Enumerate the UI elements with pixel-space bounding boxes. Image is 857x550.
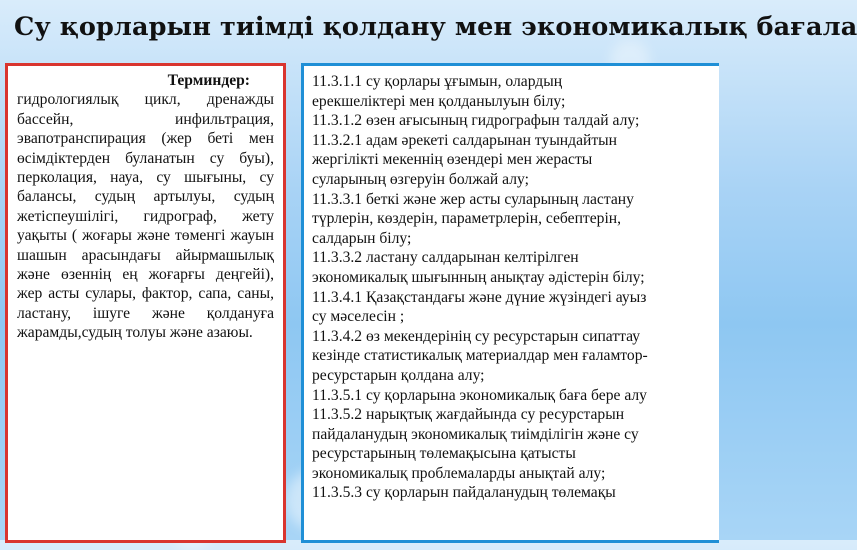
objective-line: 11.3.1.2 өзен ағысының гидрографын талдай алу; (312, 112, 640, 130)
objective-line: кезінде статистикалық материалдар мен ғаламтор- (312, 347, 648, 365)
terms-box (5, 63, 286, 543)
objective-line: экономикалық шығынның анықтау әдістерін білу; (312, 268, 645, 286)
objective-line: 11.3.5.3 су қорларын пайдаланудың төлемақы (312, 484, 616, 502)
objective-line: суларының өзгеруін болжай алу; (312, 170, 529, 188)
terms-text: гидрологиялық цикл, дренажды бассейн, инфильтрация, эвапотранспирация (жер беті мен өсімдіктерден буланатын су буы), перколация, науа, су шығыны, су балансы, судың артылуы, судың жетіспеушілігі, гидрограф, жету уақыты ( жоғары және төменгі жауын шашын арасындағы айырмашылық және өзеннің ең жоғарғы деңгейі), жер асты сулары, фактор, сапа, саны, ластану, ішуге және қолдануға жарамды,судың толуы және азаюы. (17, 91, 274, 342)
objective-line: 11.3.3.1 беткі және жер асты суларының ластану (312, 190, 634, 208)
objective-line: ресурстарының төлемақысына қатысты (312, 445, 576, 463)
objective-line: пайдаланудың экономикалық тиімділігін және су (312, 425, 639, 443)
objective-line: ерекшеліктері мен қолданылуын білу; (312, 92, 566, 110)
objective-line: экономикалық проблемаларды анықтай алу; (312, 464, 606, 482)
objective-line: ресурстарын қолдана алу; (312, 366, 485, 384)
objective-line: 11.3.4.2 өз мекендерінің су ресурстарын сипаттау (312, 327, 641, 345)
objectives-list (312, 72, 713, 503)
objective-line: 11.3.4.1 Қазақстандағы және дүние жүзіндегі ауыз (312, 288, 647, 306)
objective-line: 11.3.5.2 нарықтық жағдайында су ресурстарын (312, 406, 625, 424)
objective-line: 11.3.2.1 адам әрекеті салдарынан туындайтын (312, 131, 617, 149)
objective-line: 11.3.5.1 су қорларына экономикалық баға бере алу (312, 386, 647, 404)
objective-line: жергілікті мекеннің өзендері мен жерасты (312, 151, 593, 169)
slide-title: Су қорларын тиімді қолдану мен экономикалық бағала (14, 12, 857, 42)
terms-heading: Терминдер: (167, 72, 250, 89)
objective-line: 11.3.3.2 ластану салдарынан келтірілген (312, 249, 579, 267)
objectives-box (301, 63, 719, 543)
objective-line: түрлерін, көздерін, параметрлерін, себептерін, (312, 210, 622, 228)
objective-line: салдарын білу; (312, 229, 412, 247)
objective-line: су мәселесін ; (312, 308, 405, 326)
objective-line: 11.3.1.1 су қорлары ұғымын, олардың (312, 73, 563, 90)
